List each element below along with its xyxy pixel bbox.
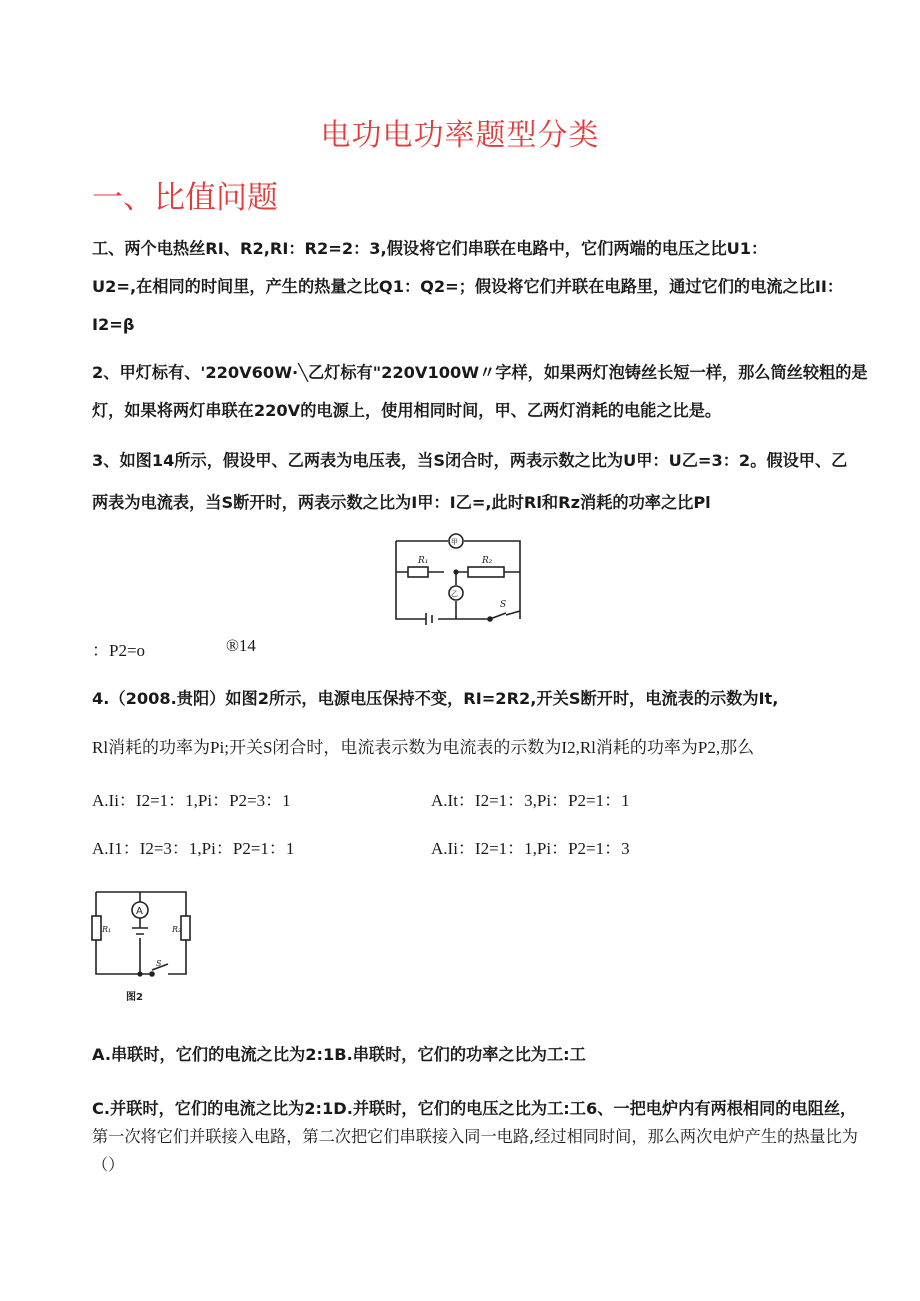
- r2-label: R₂: [482, 556, 493, 566]
- r1-label: R₁: [102, 925, 112, 934]
- question-5-line-4: （）: [92, 1155, 125, 1174]
- question-1-line-2: U2=,在相同的时间里，产生的热量之比Q1：Q2=；假设将它们并联在电路里，通过它们的电流之比II：: [92, 277, 844, 296]
- resistor-r1-symbol: [92, 916, 101, 940]
- option-3: A.I1：I2=3：1,Pi：P2=1：1: [92, 839, 295, 858]
- question-4-line-2: Rl消耗的功率为Pi;开关S闭合时，电流表示数为电流表的示数为I2,Rl消耗的功率为P2,那么: [92, 738, 755, 757]
- figure-2-caption: 图2: [126, 992, 143, 1003]
- option-4: A.Ii：I2=1：1,Pi：P2=1：3: [431, 839, 630, 858]
- figure-14-label: ®14: [226, 636, 256, 655]
- meter-mid-label: 乙: [451, 590, 458, 598]
- resistor-r2-symbol: [468, 567, 504, 577]
- resistor-r2-symbol: [181, 916, 190, 940]
- circuit-figure-2: [90, 888, 200, 1008]
- switch-label: S: [500, 600, 507, 610]
- ammeter-label: A: [136, 906, 143, 917]
- option-2: A.It：I2=1：3,Pi：P2=1：1: [431, 791, 630, 810]
- question-2-line-2: 灯，如果将两灯串联在220V的电源上，使用相同时间，甲、乙两灯消耗的电能之比是。: [92, 401, 722, 420]
- question-3-line-1: 3、如图14所示，假设甲、乙两表为电压表，当S闭合时，两表示数之比为U甲：U乙=3：2。假设甲、乙: [92, 451, 848, 470]
- circuit-figure-14: [388, 527, 528, 627]
- r2-label: R₂: [172, 925, 182, 934]
- question-3-line-3: ：P2=o: [92, 641, 146, 660]
- question-4-line-1: 4.（2008.贵阳）如图2所示，电源电压保持不变，RI=2R2,开关S断开时，电流表的示数为It,: [92, 689, 779, 708]
- switch-label: S: [156, 959, 162, 968]
- page-title: 电功电功率题型分类: [320, 118, 600, 153]
- section-heading: 一、比值问题: [92, 180, 278, 216]
- option-1: A.Ii：I2=1：1,Pi：P2=3：1: [92, 791, 291, 810]
- resistor-r1-symbol: [408, 567, 428, 577]
- question-2-line-1: 2、甲灯标有、'220V60W·╲乙灯标有"220V100W〃字样，如果两灯泡铸丝长短一样，那么筒丝较粗的是: [92, 363, 868, 382]
- question-5-line-3: 第一次将它们并联接入电路，第二次把它们串联接入同一电路,经过相同时间，那么两次电炉产生的热量比为: [92, 1127, 858, 1146]
- question-5-line-1: A.串联时，它们的电流之比为2:1B.串联时，它们的功率之比为工:工: [92, 1045, 586, 1064]
- r1-label: R₁: [418, 556, 429, 566]
- question-1-line-3: I2=β: [92, 315, 135, 334]
- question-1-line-1: 工、两个电热丝RI、R2,RI：R2=2：3,假设将它们串联在电路中，它们两端的电压之比U1：: [92, 239, 768, 258]
- question-5-line-2: C.并联时，它们的电流之比为2:1D.并联时，它们的电压之比为工:工6、一把电炉内有两根相同的电阻丝，: [92, 1099, 857, 1118]
- question-3-line-2: 两表为电流表，当S断开时，两表示数之比为I甲：I乙=,此时Rl和Rz消耗的功率之比Pl: [92, 493, 711, 512]
- meter-top-label: 甲: [451, 538, 458, 546]
